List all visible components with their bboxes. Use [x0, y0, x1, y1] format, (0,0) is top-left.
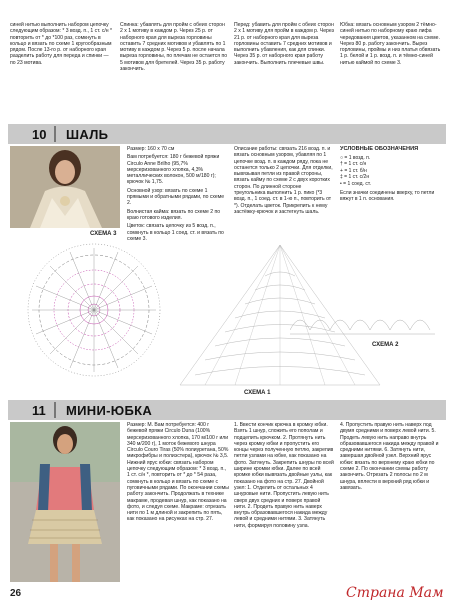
page-number: 26	[10, 588, 22, 599]
shawl-column-2: Описание работы: связать 216 возд. п. и вязать основным узором, убавляя по 1 цепочке возд. п. в каждом ряду, пока не останется только 2 цепочки. Для отделки, вывязывая петли из правой стороны, вязать кайму по схеме 2 с двух коротких сторон. По длинной стороне треугольника выполнить 1 р. пико (*3 возд. п., 1 соед. ст. в 1-ю п., повторить от *). Отделать цветок. Прикрепить к нему застёжку-крючок и застегнуть шаль.	[234, 146, 333, 215]
skirt-column-3: 4. Пропустить правую нить наверх под двумя средними и поверх левой нити. 5. Продеть левую нить направо внутрь образовавшегося накида между правой и средними нитями. 6. Затянуть нити, завершая двойной узел. Верхний ярус юбки: вязать по верхнему краю юбки по схеме 2. По окончании схемы работу закончить. Отрезать 2 полосы по 2 м шнура, вплести в верхний ряд юбки и завязать.	[340, 422, 439, 491]
legend-item: † = 1 ст. с/н	[340, 161, 367, 168]
legend	[340, 146, 444, 203]
skirt-column-1: Размер: M. Вам потребуется: 400 г бежевой пряжи Circulo Duna (100% мерсеризованного хлопка, 170 м/100 г или 340 м/200 г), 1 моток бежевого шнура Circulo Couro Tiras (50% полиуретана, 50% микрофибры и полиэстера), крючок № 3,5. Нижний ярус юбки: связать набором цепочку следующим образом: * 3 возд. п., 1 ст. с/н *, повторить от * до * 54 раза, сомкнуть в кольцо и вязать по схеме с пуговичными рядами. По окончании схемы работу закончить. Продолжать в технике макраме, продевая шнур, как показано на фото, и следуя схеме. Макраме: отрезать нити по 1 м длиной и закрепить по пять, как показано на рисунках на стр. 27.	[127, 422, 229, 523]
shawl-column-1: Размер: 160 х 70 см Вам потребуется: 180 г бежевой пряжи Circulo Anne Brilho (95,7% мерсеризованного хлопка, 4,3% металлических волокон, 500 м/180 г); крючок № 1,75. Основной узор: вязать по схеме 1 прямыми и обратными рядами, по схеме 2. Волнистая кайма: вязать по схеме 2 по краю готового изделия. Цветок: связать цепочку из 5 возд. п., сомкнуть в кольцо 1 соед. ст. и вязать по схеме 3.	[127, 146, 225, 242]
top-column-3: Перед: убавить для пройм с обеих сторон 2 х 1 мотиву для пройм в каждом р. Через 21 р. от наборного края для выреза горловины оставить 7 средних мотивов и выполнить убавления, как для спинки. Через 35 р. от наборного края работу закончить. Выполнить плечевые швы.	[234, 22, 334, 66]
top-column-2: Спинка: убавлять для пройм с обеих сторон 2 х 1 мотиву в каждом р. Через 25 р. от наборного края для выреза горловины оставить 7 средних мотивов и убавлять по 1 мотиву в каждом р. Через 5 р. после начала выреза горловины, по плечам не остается по 5 мотивов для бретелей. Через 35 р. работу закончить.	[120, 22, 228, 73]
legend-item: ‡ = 1 ст. с/2н	[340, 174, 370, 181]
section-number: 11	[32, 403, 46, 418]
scheme-1-label: СХЕМА 1	[244, 390, 271, 396]
skirt-photo	[10, 422, 120, 582]
scheme-2-label: СХЕМА 2	[372, 342, 399, 348]
section-11-header	[8, 400, 446, 420]
dc-icon: †	[340, 161, 345, 168]
section-10-header	[8, 124, 446, 144]
legend-item: + = 1 ст. б/н	[340, 167, 367, 174]
section-title: МИНИ-ЮБКА	[66, 403, 153, 418]
divider	[54, 402, 56, 418]
sc-icon: +	[340, 167, 345, 174]
legend-title: УСЛОВНЫЕ ОБОЗНАЧЕНИЯ	[340, 146, 419, 152]
top-column-4: Юбка: вязать основным узором 2 тёмно-синей нитью по наборному краю лифа чередования цветов, указанном на схеме. Через 80 р. работу закончить. Вырез горловины, проймы и низ платья обвязать 1 р. белой и 1 р. возд. п. и тёмно-синей нитью каймой по схеме 3.	[340, 22, 441, 66]
legend-item: • = 1 соед. ст.	[340, 180, 371, 187]
legend-item: ○ = 1 возд. п.	[340, 154, 371, 161]
section-number: 10	[32, 127, 47, 142]
section-title: ШАЛЬ	[66, 127, 109, 142]
legend-note: Если значки соединены вверху, то петли вяжут в 1 п. основания.	[340, 189, 435, 203]
top-column-1: синей нитью выполнить набором цепочку следующим образом: * 3 возд. п., 1 ст. с/н * повторить от * до *100 раз, сомкнуть в кольцо и вязать по схеме 1 кругообразным рядом. После 13-го р. от наборного края разделить работу для переда и спинки — по 23 мотива.	[10, 22, 113, 66]
watermark-logo: Страна Мам	[346, 585, 444, 601]
scheme-3-label: СХЕМА 3	[90, 231, 117, 237]
skirt-column-2: 1. Ввести кончик крючка в кромку юбки. Взять 1 шнур, сложить его пополам и подцепить крючком. 2. Протянуть нить через кромку юбки и пропустить его концы через полученную петлю, закрепив петли узлами на юбке, как показано на фото. Затянуть. Закрепить шнуры по всей ширине кромки юбки. Далее по всей кромке юбки вывязать двойные узлы, как показано на фото на стр. 27. Двойной узел: 1. Отделить от остальных 4 шнуровые нити. Пропустить левую нить сверх двух средних и поверх правой нити. 2. Продеть правую нить наверх внутрь образовавшегося накида между левой и средними нитями. 3. Затянуть нити, формируя половину узла.	[234, 422, 334, 529]
shawl-photo	[10, 146, 120, 228]
divider	[54, 126, 56, 142]
scheme-3-diagram	[14, 238, 189, 388]
chain-icon: ○	[340, 154, 345, 161]
tr-icon: ‡	[340, 174, 345, 181]
scheme-2-diagram	[290, 300, 440, 340]
slip-icon: •	[340, 180, 344, 187]
